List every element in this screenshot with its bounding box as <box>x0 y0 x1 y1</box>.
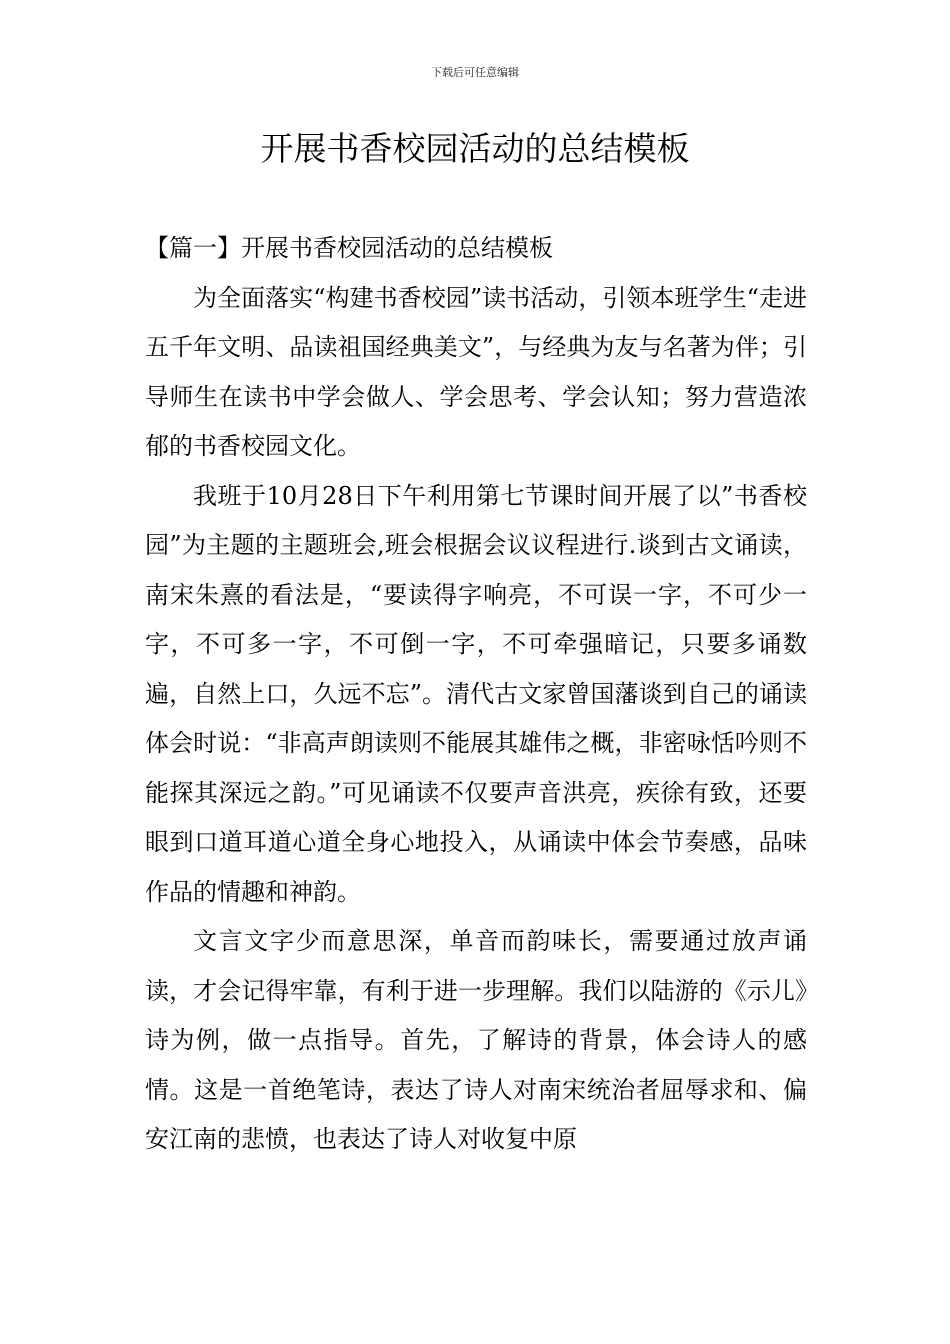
section-heading: 【篇一】开展书香校园活动的总结模板 <box>145 234 553 262</box>
document-body <box>145 224 807 1165</box>
paragraph-3: 文言文字少而意思深，单音而韵味长，需要通过放声诵读，才会记得牢靠，有利于进一步理解。我们以陆游的《示儿》诗为例，做一点指导。首先，了解诗的背景，体会诗人的感情。这是一首绝笔诗，表达了诗人对南宋统治者屈辱求和、偏安江南的悲愤，也表达了诗人对收复中原 <box>145 927 807 1153</box>
document-title: 开展书香校园活动的总结模板 <box>260 129 690 168</box>
paragraph-2: 我班于10月28日下午利用第七节课时间开展了以”书香校园”为主题的主题班会,班会根据会议议程进行.谈到古文诵读，南宋朱熹的看法是，“要读得字响亮，不可误一字，不可少一字，不可多一字，不可倒一字，不可牵强暗记，只要多诵数遍，自然上口，久远不忘”。清代古文家曾国藩谈到自己的诵读体会时说：“非高声朗读则不能展其雄伟之概，非密咏恬吟则不能探其深远之韵。”可见诵读不仅要声音洪亮，疾徐有致，还要眼到口道耳道心道全身心地投入，从诵读中体会节奏感，品味作品的情趣和神韵。 <box>145 481 807 906</box>
header-note: 下载后可任意编辑 <box>431 66 519 79</box>
paragraph-1: 为全面落实“构建书香校园”读书活动，引领本班学生“走进五千年文明、品读祖国经典美文”，与经典为友与名著为伴；引导师生在读书中学会做人、学会思考、学会认知；努力营造浓郁的书香校园文化。 <box>145 283 807 460</box>
